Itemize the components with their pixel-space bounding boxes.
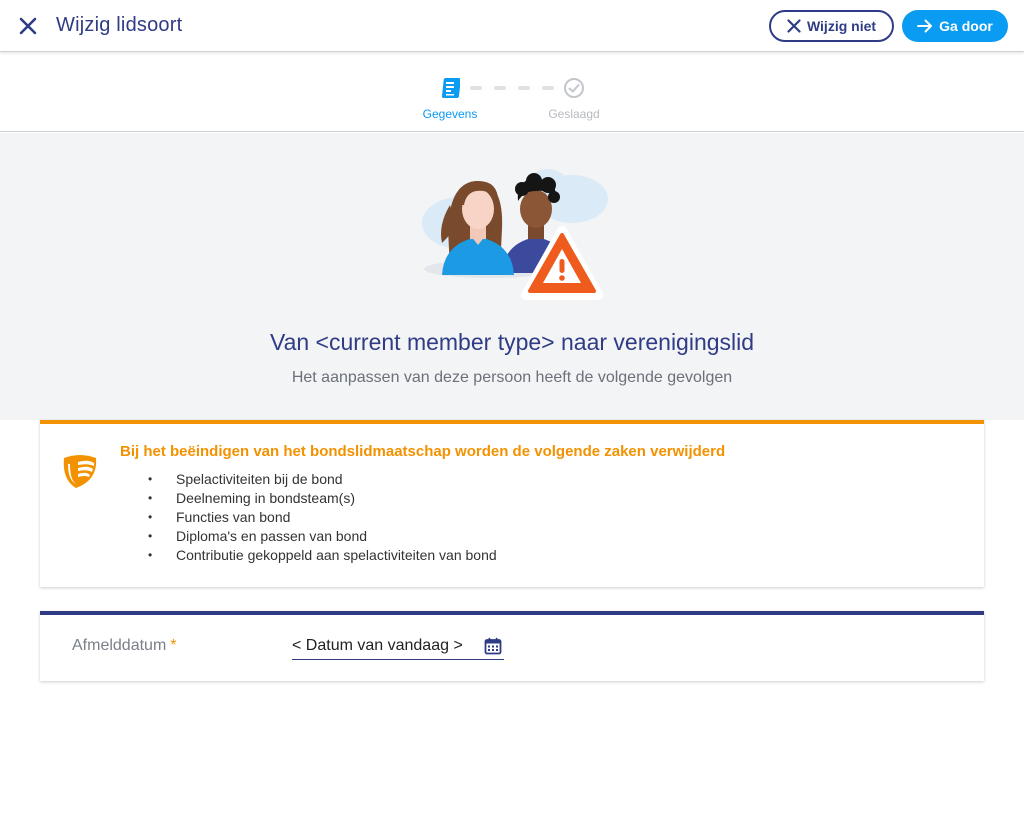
arrow-right-icon bbox=[917, 19, 933, 33]
x-icon bbox=[787, 19, 801, 33]
hero-subtitle: Het aanpassen van deze persoon heeft de volgende gevolgen bbox=[291, 369, 733, 386]
id-card-icon bbox=[440, 77, 460, 99]
hero-title: Van <current member type> naar verenigingslid bbox=[269, 329, 755, 355]
progress-stepper bbox=[0, 53, 1024, 132]
check-circle-icon bbox=[563, 77, 585, 99]
step-label: Geslaagd bbox=[548, 107, 600, 121]
date-field-label bbox=[72, 637, 177, 655]
list-item: • Contributie gekoppeld aan spelactiviteiten van bond bbox=[148, 546, 497, 565]
required-marker: * bbox=[170, 637, 177, 654]
date-input-value: < Datum van vandaag > bbox=[292, 637, 463, 654]
step-connector bbox=[470, 86, 482, 90]
consequences-card bbox=[40, 420, 984, 587]
step-geslaagd bbox=[534, 77, 614, 121]
list-item: • Functies van bond bbox=[148, 508, 497, 527]
deregistration-date-input[interactable] bbox=[292, 632, 504, 660]
step-connector bbox=[494, 86, 506, 90]
members-warning-illustration bbox=[420, 165, 610, 305]
list-item: • Spelactiviteiten bij de bond bbox=[148, 470, 497, 489]
close-icon bbox=[19, 17, 37, 35]
page-title: Wijzig lidsoort bbox=[56, 14, 183, 36]
close-button[interactable] bbox=[14, 12, 42, 40]
consequences-title: Bij het beëindigen van het bondslidmaatschap worden de volgende zaken verwijderd bbox=[120, 443, 726, 460]
consequences-list bbox=[148, 470, 497, 565]
step-connector bbox=[518, 86, 530, 90]
cancel-button-label: Wijzig niet bbox=[806, 18, 877, 34]
cancel-button[interactable] bbox=[769, 10, 894, 42]
deregistration-form-card bbox=[40, 611, 984, 681]
bond-shield-icon bbox=[60, 450, 100, 490]
step-gegevens bbox=[410, 77, 490, 121]
step-label: Gegevens bbox=[422, 107, 478, 121]
continue-button-label: Ga door bbox=[939, 18, 993, 34]
list-item: • Deelneming in bondsteam(s) bbox=[148, 489, 497, 508]
list-item: • Diploma's en passen van bond bbox=[148, 527, 497, 546]
date-label-text: Afmelddatum bbox=[72, 637, 167, 654]
hero-section bbox=[0, 133, 1024, 420]
calendar-icon[interactable] bbox=[484, 637, 502, 655]
continue-button[interactable] bbox=[902, 10, 1008, 42]
top-bar bbox=[0, 0, 1024, 52]
